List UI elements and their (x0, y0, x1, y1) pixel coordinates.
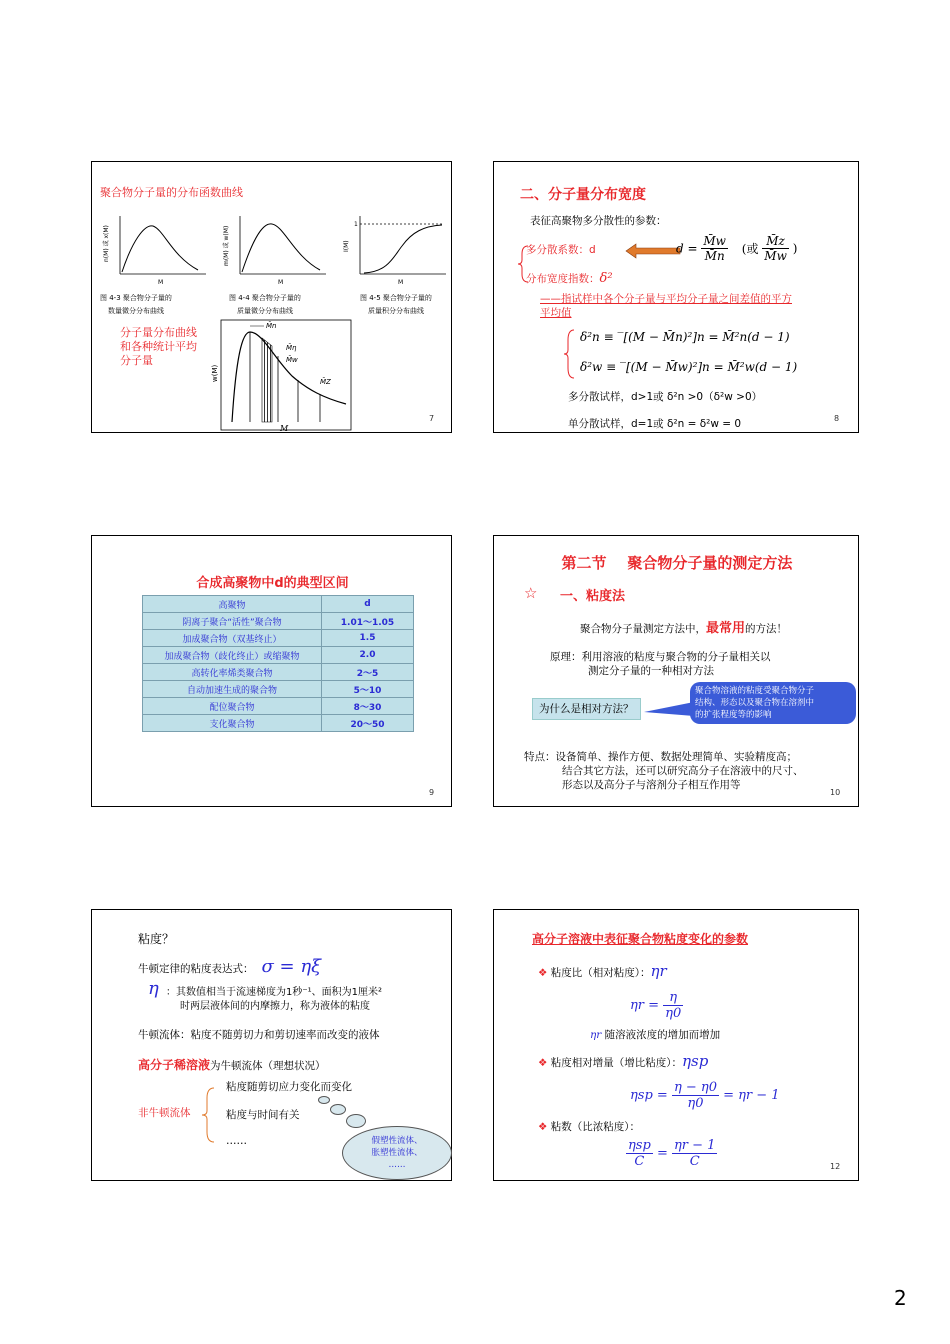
table-header-cell: d (322, 596, 414, 613)
dilute-solution-line: 高分子稀溶液为牛顿流体（理想状况） (138, 1058, 326, 1072)
features-text: 特点：设备简单、操作方便、数据处理简单、实验精度高； 结合其它方法，还可以研究高分子在溶液中的尺寸、 形态以及高分子与溶剂分子相互作用等 (524, 751, 804, 791)
table-row: 加成聚合物（双基终止） 1.5 (143, 630, 414, 647)
equation-brace (564, 328, 576, 380)
slide-9 (91, 535, 452, 807)
label-mz: M̄Z (320, 378, 331, 386)
table-row: 配位聚合物 8～30 (143, 698, 414, 715)
newton-fluid-definition: 牛顿流体：粘度不随剪切力和剪切速率而改变的液体 (138, 1029, 380, 1041)
dispersity-label: 多分散系数：d (526, 244, 596, 256)
slide-11 (91, 909, 452, 1181)
number-differential-chart (98, 212, 210, 290)
caption-4-5: 图 4-5 聚合物分子量的 质量积分分布曲线 (360, 294, 432, 315)
diamond-bullet-icon: ❖ (538, 967, 548, 979)
non-newtonian-item-3: …… (226, 1135, 247, 1147)
arrow-icon (626, 244, 680, 258)
slide-10-title: 第二节 聚合物分子量的测定方法 (561, 554, 793, 572)
non-newtonian-item-2: 粘度与时间有关 (226, 1109, 300, 1121)
mass-integral-chart (338, 212, 450, 290)
caption-4-4: 图 4-4 聚合物分子量的 质量微分分布曲线 (229, 294, 301, 315)
page-number: 2 (894, 1286, 907, 1310)
chart-a-xlabel: M (158, 279, 164, 286)
non-newtonian-brace (202, 1086, 216, 1144)
specific-viscosity-item: ❖ 粘度相对增量（增比粘度）：ηsp (538, 1052, 709, 1070)
slide-11-title: 粘度？ (138, 932, 175, 946)
chart-c-xlabel: M (398, 279, 404, 286)
table-header-cell: 高聚物 (143, 596, 322, 613)
width-index-description: ——指试样中各个分子量与平均分子量之间差值的平方 平均值 (540, 293, 792, 319)
label-meta: M̄η (286, 344, 297, 352)
distribution-note: 分子量分布曲线 和各种统计平均 分子量 (120, 326, 197, 367)
caption-4-3: 图 4-3 聚合物分子量的 数量微分分布曲线 (100, 294, 172, 315)
slide-8-intro: 表征高聚物多分散性的参数： (530, 215, 667, 227)
diamond-bullet-icon: ❖ (538, 1121, 548, 1133)
star-icon: ☆ (524, 584, 538, 602)
slide-10 (493, 535, 859, 807)
table-row: 支化聚合物 20～50 (143, 715, 414, 732)
chart-c-tick: 1 (354, 221, 358, 228)
table-header-row (143, 596, 414, 613)
mass-differential-chart (218, 212, 330, 290)
relative-viscosity-item: ❖ 粘度比（相对粘度）：ηr (538, 962, 667, 980)
label-mw: M̄w (286, 356, 298, 364)
table-row: 阴离子聚合“活性”聚合物 1.01～1.05 (143, 613, 414, 630)
big-chart-xlabel: M (280, 424, 289, 433)
average-molecular-weight-chart (212, 318, 352, 434)
diamond-bullet-icon: ❖ (538, 1057, 548, 1069)
eta-symbol: η (148, 978, 159, 999)
why-relative-box: 为什么是相对方法？ (532, 698, 641, 720)
slide-8 (493, 161, 859, 433)
non-newtonian-item-1: 粘度随剪切应力变化而变化 (226, 1081, 352, 1093)
specific-viscosity-formula: ηsp = $\frac{\eta - \eta 0}{\eta 0}$ = ηr − 1 (630, 1080, 780, 1111)
viscosity-number-item: ❖ 粘数（比浓粘度）： (538, 1121, 641, 1133)
slide-12 (493, 909, 859, 1181)
chart-c-ylabel: I(M) (343, 240, 350, 252)
principle-text: 原理：利用溶液的粘度与聚合物的分子量相关以 测定分子量的一种相对方法 (550, 651, 771, 677)
slide-9-page-number: 9 (429, 788, 435, 797)
dispersity-formula: d = $\frac{M̄w}{M̄n}$ (或 $\frac{M̄z}{M̄w}$ ) (676, 234, 798, 263)
width-index-label: 分布宽度指数：δ² (526, 271, 613, 286)
chart-b-xlabel: M (278, 279, 284, 286)
big-chart-ylabel: w(M) (211, 364, 219, 382)
thought-bubble-small (318, 1096, 330, 1104)
slide-8-title: 二、分子量分布宽度 (520, 187, 646, 203)
variance-equation-n: δ²n ≡ ‾[(M − M̄n)²]n = M̄²n(d − 1) (580, 330, 790, 344)
callout-box: 聚合物溶液的粘度受聚合物分子 结构、形态以及聚合物在溶剂中 的扩张程度等的影响 (690, 682, 856, 724)
relative-viscosity-note: ηr 随溶液浓度的增加而增加 (590, 1029, 721, 1041)
slide-12-title: 高分子溶液中表征聚合物粘度变化的参数 (532, 932, 749, 946)
slide-7 (91, 161, 452, 433)
polydisperse-condition: 多分散试样，d>1或 δ²n >0（δ²w >0） (568, 391, 763, 403)
variance-equation-w: δ²w ≡ ‾[(M − M̄w)²]n = M̄²w(d − 1) (580, 360, 798, 374)
newton-law-label: 牛顿定律的粘度表达式： σ = ηξ (138, 956, 322, 977)
table-row: 加成聚合物（歧化终止）或缩聚物 2.0 (143, 647, 414, 664)
callout-pointer (644, 700, 694, 720)
thought-bubble-medium (330, 1104, 346, 1115)
slide-8-page-number: 8 (834, 414, 840, 423)
table-row: 高转化率烯类聚合物 2～5 (143, 664, 414, 681)
dispersity-table (142, 595, 414, 732)
thought-cloud: 假塑性流体、 胀塑性流体、 …… (342, 1126, 452, 1180)
slide-12-page-number: 12 (830, 1162, 841, 1171)
chart-b-ylabel: m(M) 或 w(M) (223, 225, 230, 266)
monodisperse-condition: 单分散试样，d=1或 δ²n = δ²w = 0 (568, 418, 742, 430)
slide-10-page-number: 10 (830, 788, 841, 797)
viscosity-number-formula: $\frac{\text{ηsp}}{C}$ = $\frac{\eta r - 1}{C}$ (628, 1138, 716, 1169)
slide-7-page-number: 7 (429, 414, 435, 423)
most-common-line: 聚合物分子量测定方法中，最常用的方法！ (580, 621, 788, 636)
slide-9-title: 合成高聚物中d的典型区间 (196, 576, 349, 591)
eta-description: ：其数值相当于流速梯度为1秒⁻¹、面积为1厘米² 时两层液体间的内摩擦力，称为液体的粘度 (166, 987, 383, 1012)
table-row: 自动加速生成的聚合物 5～10 (143, 681, 414, 698)
chart-a-ylabel: n(M) 或 x(M) (103, 225, 110, 262)
relative-viscosity-formula: ηr = $\frac{\eta}{\eta 0}$ (630, 990, 682, 1021)
label-mn: M̄n (266, 322, 277, 330)
slide-10-subtitle: 一、粘度法 (560, 589, 626, 604)
thought-bubble-large (346, 1114, 366, 1128)
slide-7-title: 聚合物分子量的分布函数曲线 (100, 186, 243, 199)
non-newtonian-label: 非牛顿流体 (138, 1107, 191, 1119)
